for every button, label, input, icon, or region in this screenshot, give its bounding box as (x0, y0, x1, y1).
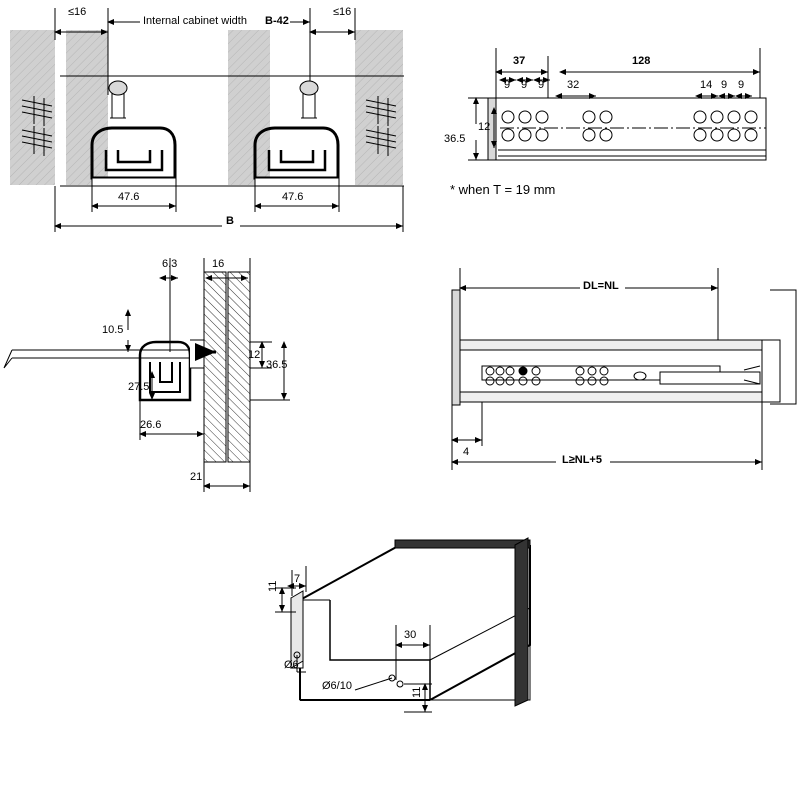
label-47-6-right: 47.6 (282, 191, 304, 203)
label-b-42: B-42 (265, 15, 289, 27)
label-dim-36-5b: 36.5 (266, 359, 288, 371)
label-47-6-left: 47.6 (118, 191, 140, 203)
label-dim-9d: 9 (721, 79, 728, 91)
label-dim-11a: 11 (267, 580, 279, 592)
label-dim-27-5: 27.5 (128, 381, 150, 393)
label-internal-cabinet-width: Internal cabinet width (143, 15, 247, 27)
label-dim-37: 37 (513, 55, 526, 67)
label-lt16-right: ≤16 (333, 6, 352, 18)
front-section-view-geometry (10, 8, 404, 232)
label-dim-9e: 9 (738, 79, 745, 91)
label-dim-6-3: 6.3 (162, 258, 178, 270)
label-dim-7: 7 (294, 573, 301, 585)
label-dim-26-6: 26.6 (140, 419, 162, 431)
label-l-nl-5: L≥NL+5 (562, 454, 602, 466)
label-dim-16: 16 (212, 258, 225, 270)
drawer-3d-view-geometry (275, 538, 530, 712)
label-dim-11b: 11 (411, 686, 423, 698)
label-dim-9a: 9 (504, 79, 511, 91)
label-dim-36-5: 36.5 (444, 133, 466, 145)
label-lt16-left: ≤16 (68, 6, 87, 18)
label-dia-6-10: Ø6/10 (322, 680, 352, 692)
label-dim-9c: 9 (538, 79, 545, 91)
label-dim-21: 21 (190, 471, 203, 483)
label-dim-9b: 9 (521, 79, 528, 91)
label-dim-14: 14 (700, 79, 713, 91)
label-dim-12b: 12 (248, 349, 261, 361)
label-dim-4: 4 (463, 446, 470, 458)
label-dl-nl: DL=NL (583, 280, 619, 292)
label-dim-12: 12 (478, 121, 491, 133)
label-dim-128: 128 (632, 55, 651, 67)
side-section-view-geometry (4, 258, 290, 492)
label-note-thickness: * when T = 19 mm (450, 182, 556, 197)
label-dim-10-5: 10.5 (102, 324, 124, 336)
runner-length-view-geometry (452, 268, 796, 470)
label-dim-32: 32 (567, 79, 580, 91)
label-b-total: B (226, 215, 234, 227)
label-dia-6: Ø6 (284, 659, 299, 671)
label-dim-30: 30 (404, 629, 417, 641)
